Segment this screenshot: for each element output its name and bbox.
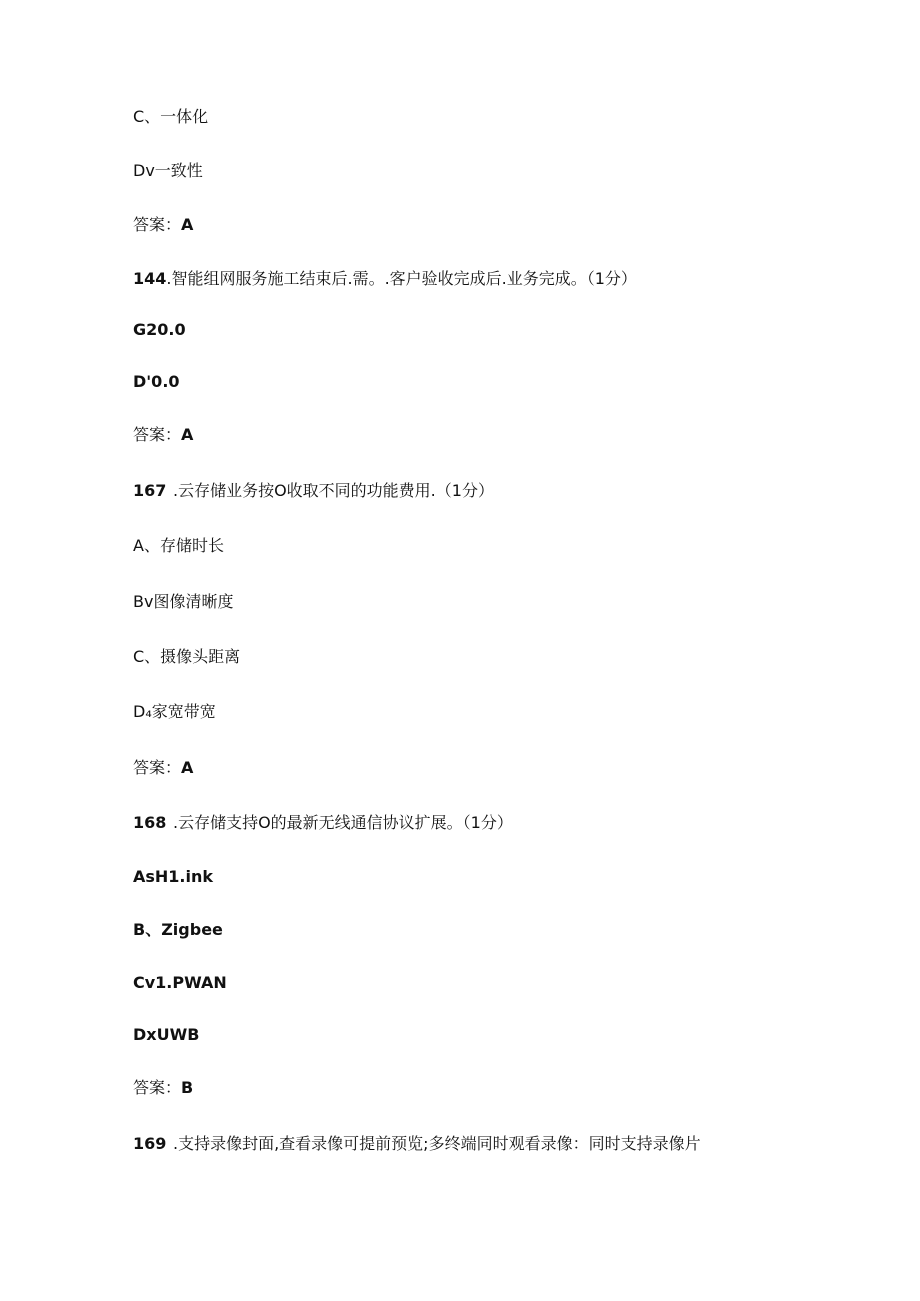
option-line	[133, 867, 213, 887]
option-text: B、Zigbee	[133, 920, 223, 939]
question-144	[133, 269, 637, 289]
question-text: .智能组网服务施工结束后.需。.客户验收完成后.业务完成。（1分）	[166, 269, 637, 288]
question-number: 167	[133, 481, 167, 500]
option-line	[133, 536, 224, 556]
answer-label: 答案：	[133, 215, 182, 234]
option-line	[133, 372, 180, 392]
question-number: 144	[133, 269, 167, 288]
answer-value: B	[181, 1078, 194, 1097]
answer-line	[133, 215, 193, 235]
answer-line	[133, 758, 193, 778]
option-line	[133, 320, 186, 340]
option-text: AsH1.ink	[133, 867, 214, 886]
option-c-line	[133, 107, 208, 127]
question-number: 168	[133, 813, 167, 832]
question-text: .云存储业务按O收取不同的功能费用.（1分）	[173, 481, 494, 500]
option-d-text: Dv一致性	[133, 161, 203, 180]
option-text: C、摄像头距离	[133, 647, 241, 666]
answer-label: 答案：	[133, 758, 182, 777]
option-text: D₄家宽带宽	[133, 702, 216, 721]
question-text: .云存储支持O的最新无线通信协议扩展。（1分）	[173, 813, 513, 832]
option-d-line	[133, 161, 203, 181]
option-c-text: C、一体化	[133, 107, 209, 126]
option-line	[133, 592, 233, 612]
option-line	[133, 973, 227, 993]
question-text: .支持录像封面,查看录像可提前预览;多终端同时观看录像：同时支持录像片	[173, 1134, 701, 1153]
answer-value: A	[181, 425, 194, 444]
option-text: Bv图像清晰度	[133, 592, 234, 611]
answer-value: A	[181, 758, 194, 777]
option-text: Cv1.PWAN	[133, 973, 227, 992]
question-169	[133, 1134, 701, 1154]
option-line	[133, 702, 216, 722]
option-text: DxUWB	[133, 1025, 200, 1044]
option-text: D'0.0	[133, 372, 180, 391]
answer-line	[133, 1078, 193, 1098]
question-number: 169	[133, 1134, 167, 1153]
answer-label: 答案：	[133, 425, 182, 444]
question-168	[133, 813, 513, 833]
answer-value: A	[181, 215, 194, 234]
option-text: A、存储时长	[133, 536, 224, 555]
answer-line	[133, 425, 193, 445]
option-text: G20.0	[133, 320, 186, 339]
option-line	[133, 1025, 199, 1045]
answer-label: 答案：	[133, 1078, 182, 1097]
option-line	[133, 647, 240, 667]
option-line	[133, 920, 223, 940]
question-167	[133, 481, 494, 501]
